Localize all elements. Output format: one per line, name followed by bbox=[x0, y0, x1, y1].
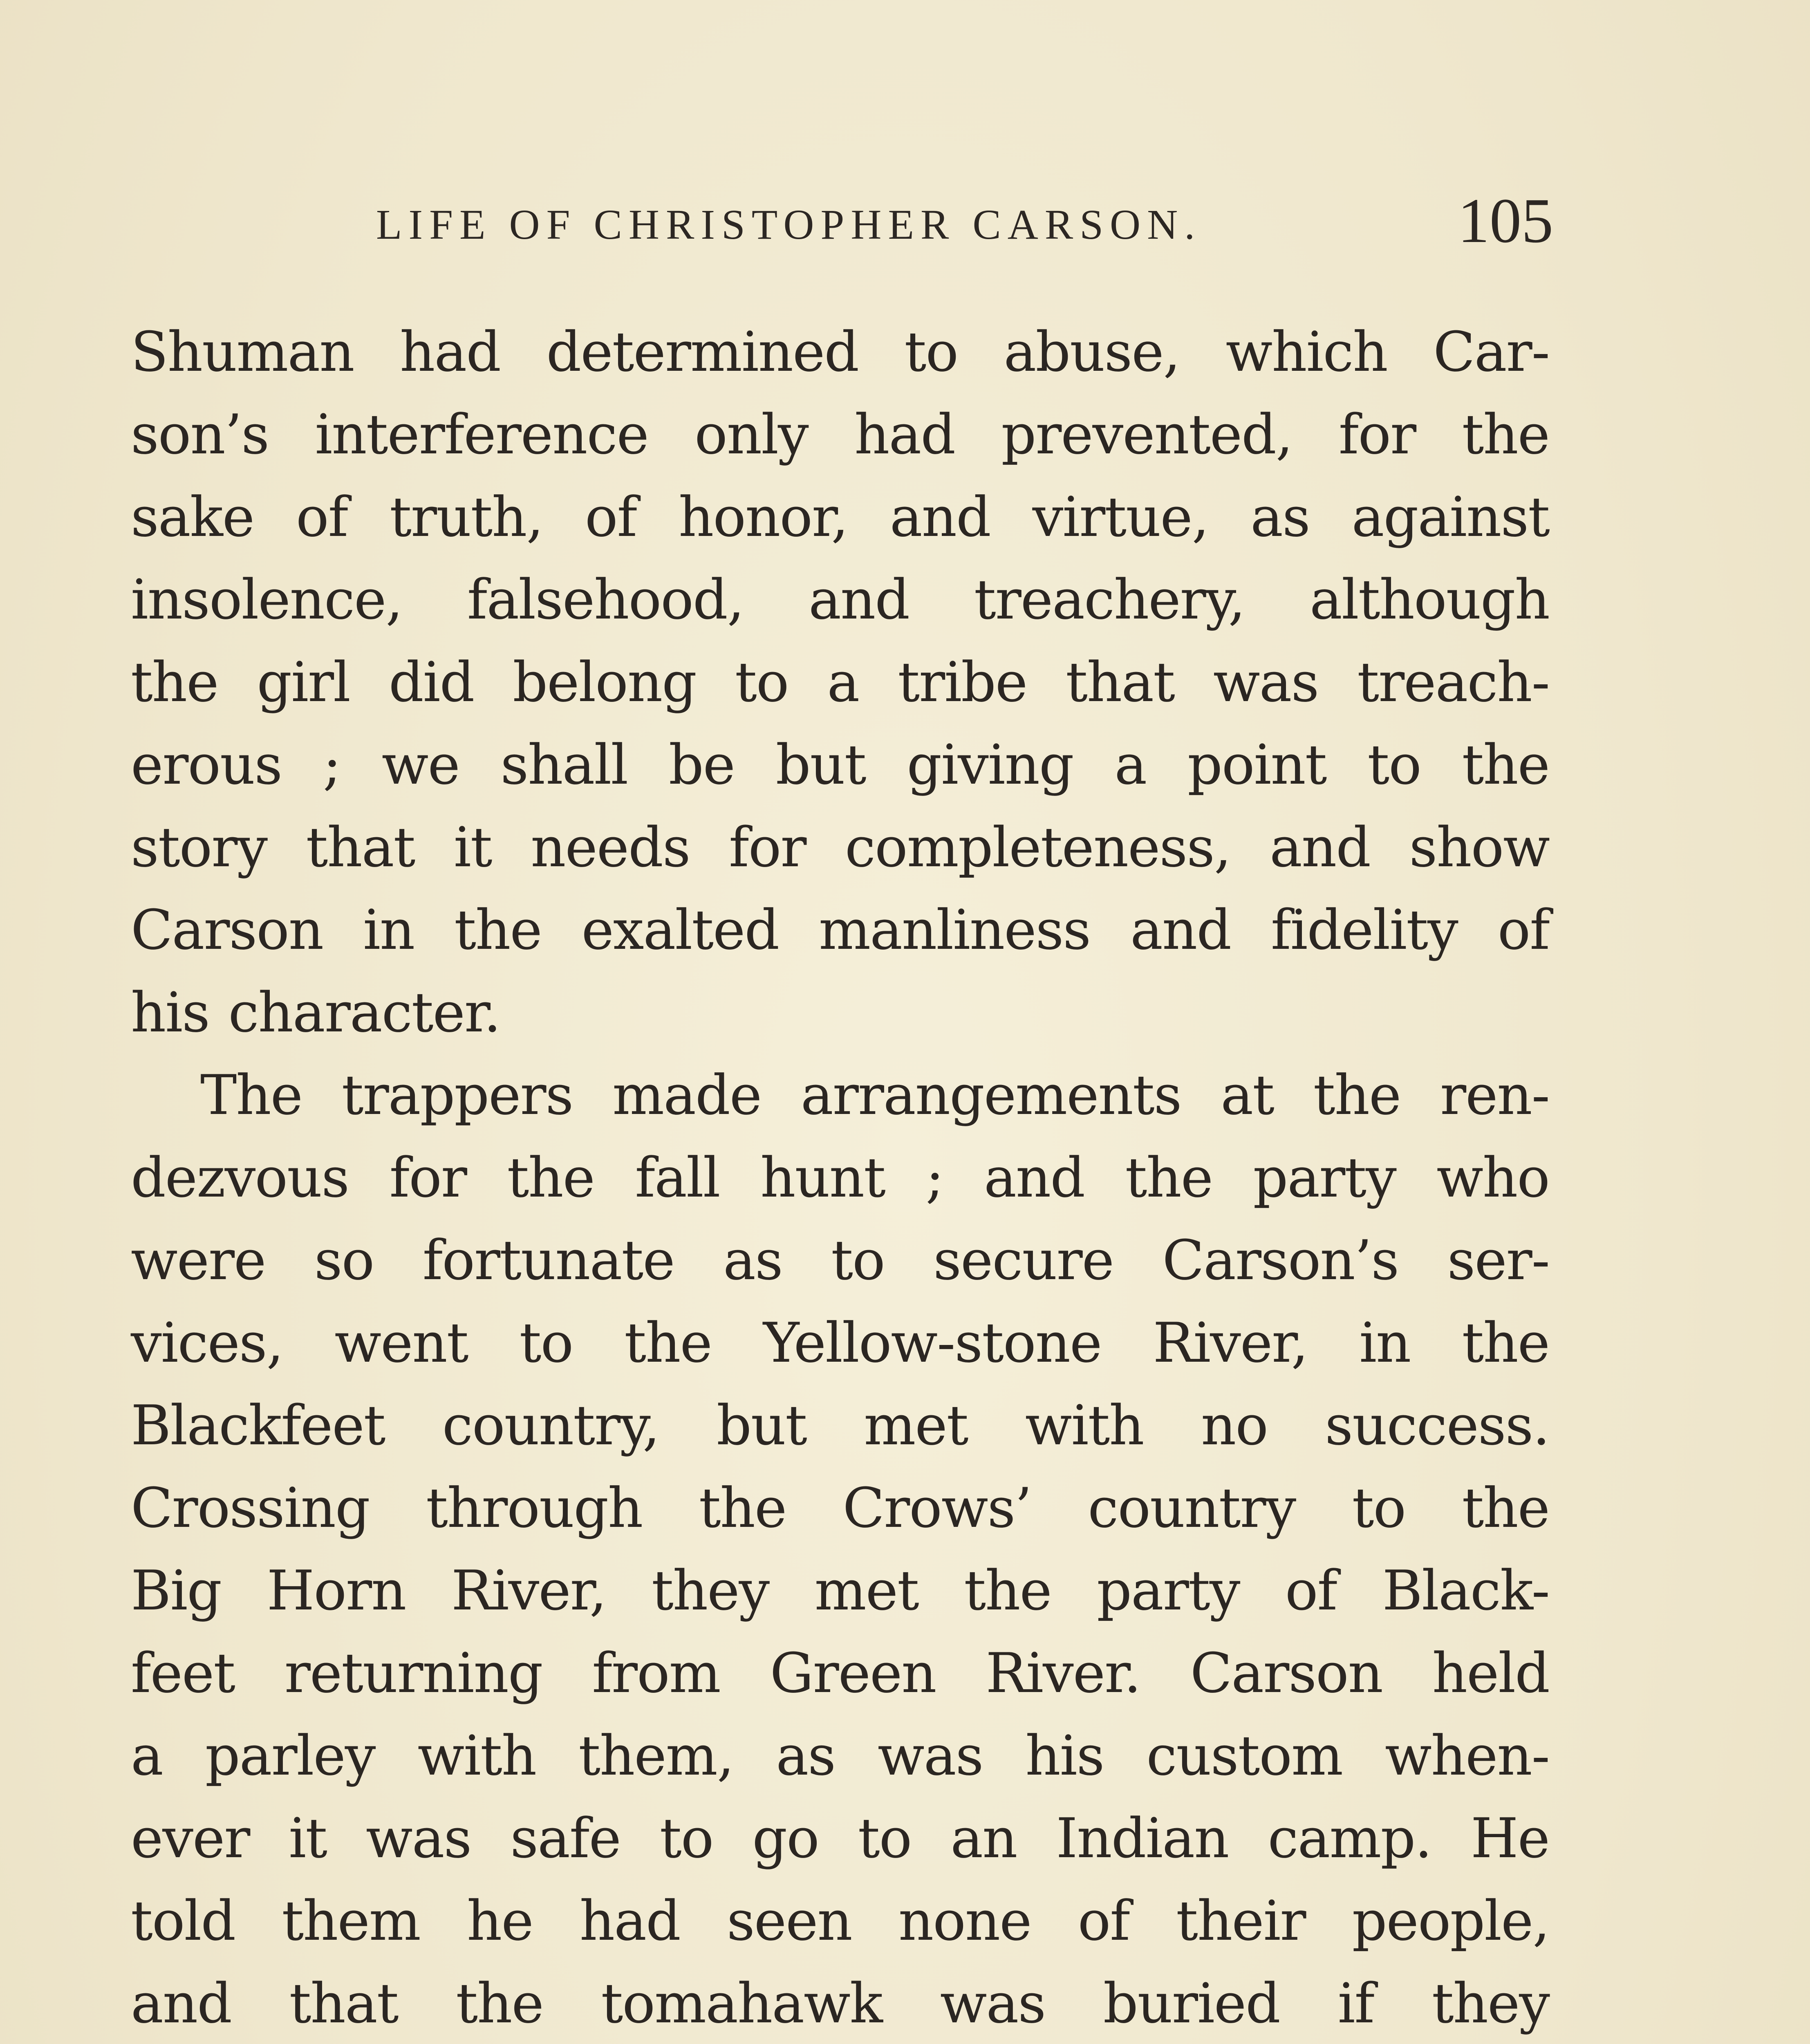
text-line: vices, went to the Yellow-stone River, in the bbox=[131, 1311, 1549, 1375]
text-line: told them he had seen none of their people, bbox=[131, 1889, 1549, 1953]
text-line: The trappers made arrangements at the ren- bbox=[200, 1063, 1549, 1127]
text-line: son’s interference only had prevented, for the bbox=[131, 403, 1549, 466]
page-number: 105 bbox=[1458, 185, 1553, 256]
body-text bbox=[131, 311, 1549, 2044]
text-line: Blackfeet country, but met with no success. bbox=[131, 1394, 1549, 1457]
text-line: a parley with them, as was his custom when- bbox=[131, 1724, 1549, 1788]
running-title: LIFE OF CHRISTOPHER CARSON. bbox=[376, 201, 1202, 248]
text-line: ever it was safe to go to an Indian camp. He bbox=[131, 1806, 1549, 1870]
text-line: Shuman had determined to abuse, which Car- bbox=[131, 320, 1549, 384]
text-line: dezvous for the fall hunt ; and the party who bbox=[131, 1146, 1549, 1210]
text-line: the girl did belong to a tribe that was treach- bbox=[131, 650, 1549, 714]
text-line: erous ; we shall be but giving a point to the bbox=[131, 733, 1549, 797]
text-line: insolence, falsehood, and treachery, although bbox=[131, 568, 1549, 632]
text-line: Carson in the exalted manliness and fidelity of bbox=[131, 898, 1549, 962]
text-line: and that the tomahawk was buried if they bbox=[131, 1972, 1549, 2035]
text-line: were so fortunate as to secure Carson’s ser- bbox=[131, 1228, 1549, 1292]
text-line: his character. bbox=[131, 981, 500, 1044]
text-line: feet returning from Green River. Carson held bbox=[131, 1641, 1549, 1705]
text-line: story that it needs for completeness, and show bbox=[131, 816, 1549, 879]
text-line: sake of truth, of honor, and virtue, as against bbox=[131, 485, 1549, 549]
page-header bbox=[376, 180, 1553, 262]
text-line: Crossing through the Crows’ country to the bbox=[131, 1476, 1549, 1540]
text-line: Big Horn River, they met the party of Black- bbox=[131, 1559, 1549, 1623]
